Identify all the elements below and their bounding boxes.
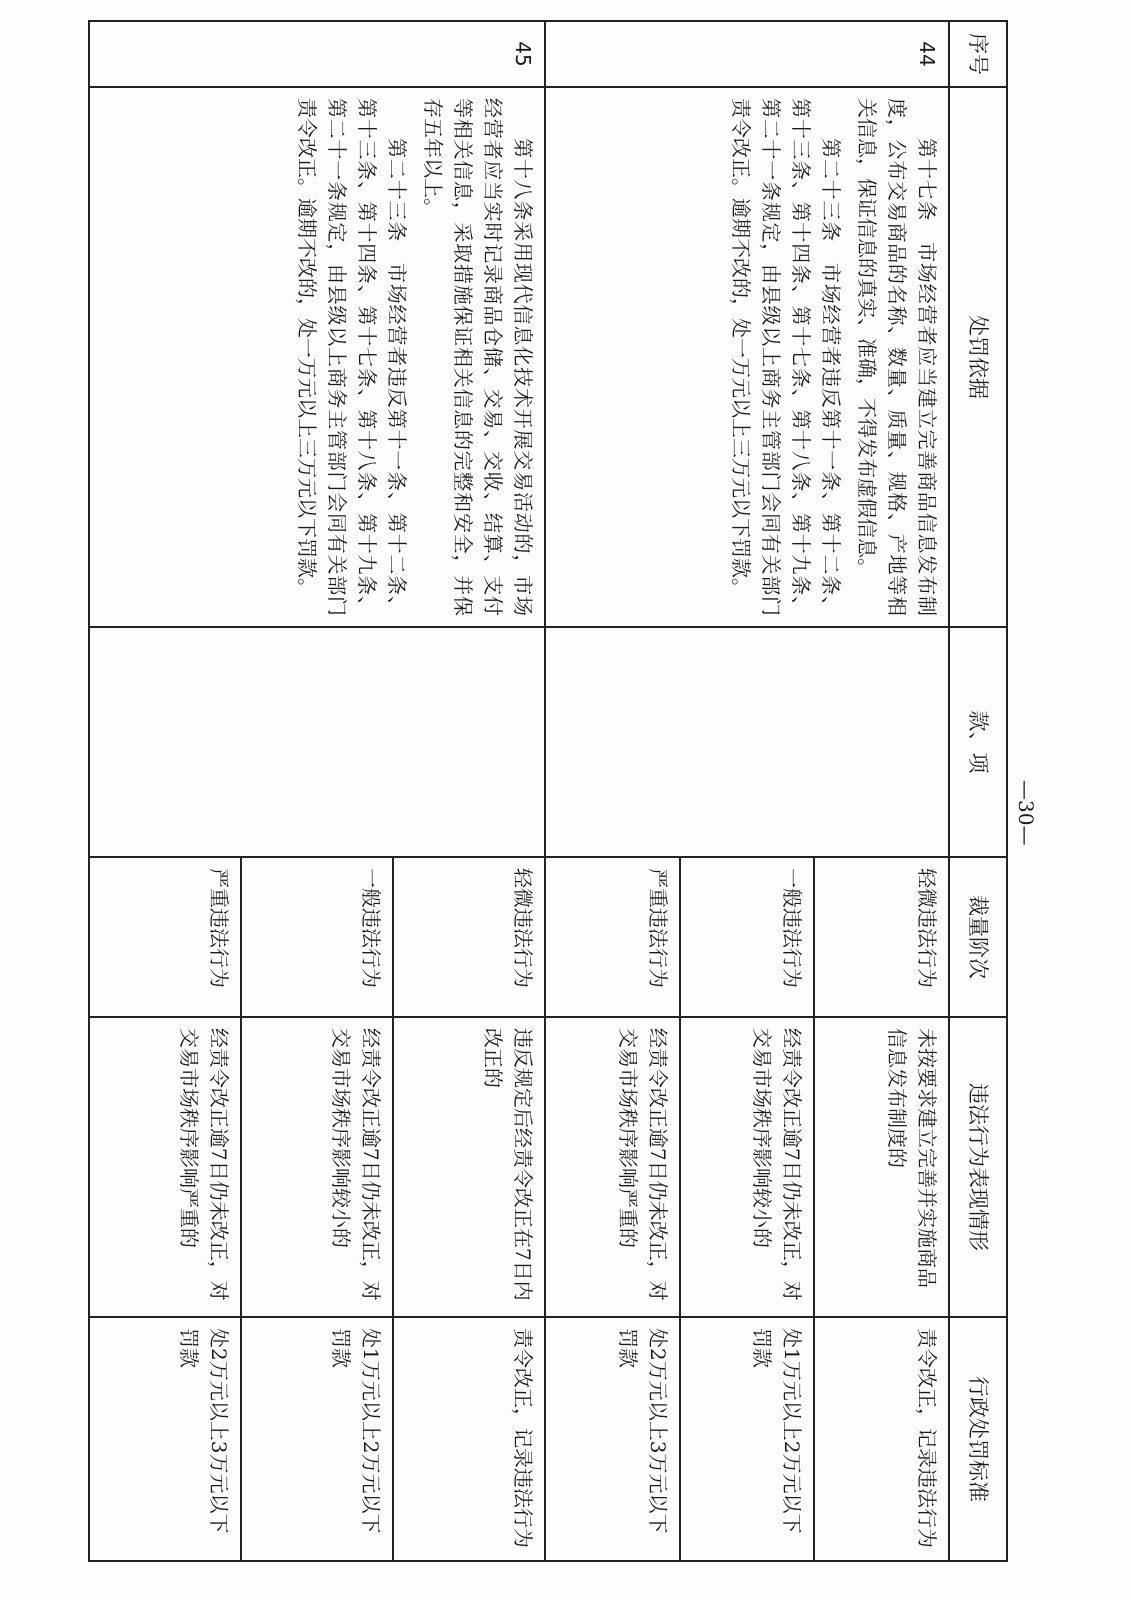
situation-cell: 未按要求建立完善并实施商品信息发布制度的: [814, 1017, 949, 1317]
basis-cell: [89, 87, 545, 627]
basis-paragraph: 第二十三条 市场经营者违反第十一条、第十二条、第十三条、第十四条、第十七条、第十八条、第十九条、第二十一条规定，由县级以上商务主管部门会同有关部门责令改正。逾期不改的，处一万元以上三万元以下罚款。: [729, 98, 843, 616]
standard-cell: 处1万元以上2万元以下罚款: [241, 1317, 393, 1561]
seq-cell: 45: [89, 21, 545, 87]
rotated-table-wrapper: [88, 20, 1008, 1560]
header-situation: 违法行为表现情形: [949, 1017, 1007, 1317]
table-row: [393, 21, 545, 1561]
basis-paragraph: 第十七条 市场经营者应当建立完善商品信息发布制度，公布交易商品的名称、数量、质量、规格、产地等相关信息，保证信息的真实、准确，不得发布虚假信息。: [855, 98, 939, 616]
standard-cell: 责令改正，记录违法行为: [393, 1317, 545, 1561]
standard-cell: 责令改正，记录违法行为: [814, 1317, 949, 1561]
level-cell: 一般违法行为: [680, 857, 815, 1017]
page-number: —30—: [1014, 780, 1038, 846]
situation-cell: 经责令改正逾7日仍未改正，对交易市场秩序影响较小的: [680, 1017, 815, 1317]
basis-paragraph: 第二十三条 市场经营者违反第十一条、第十二条、第十三条、第十四条、第十七条、第十八条、第十九条、第二十一条规定，由县级以上商务主管部门会同有关部门责令改正。逾期不改的，处一万元以上三万元以下罚款。: [294, 98, 409, 616]
header-clause: 款、项: [949, 627, 1007, 857]
header-standard: 行政处罚标准: [949, 1317, 1007, 1561]
table-row: [814, 21, 949, 1561]
situation-cell: 经责令改正逾7日仍未改正，对交易市场秩序影响严重的: [89, 1017, 241, 1317]
situation-cell: 经责令改正逾7日仍未改正，对交易市场秩序影响较小的: [241, 1017, 393, 1317]
header-basis: 处罚依据: [949, 87, 1007, 627]
header-level: 裁量阶次: [949, 857, 1007, 1017]
basis-cell: [545, 87, 949, 627]
situation-cell: 经责令改正逾7日仍未改正，对交易市场秩序影响严重的: [545, 1017, 680, 1317]
clause-cell: [545, 627, 949, 857]
situation-cell: 违反规定后经责令改正在7日内改正的: [393, 1017, 545, 1317]
header-row: [949, 21, 1007, 1561]
penalty-table: [88, 20, 1008, 1562]
level-cell: 轻微违法行为: [814, 857, 949, 1017]
level-cell: 严重违法行为: [89, 857, 241, 1017]
header-seq: 序号: [949, 21, 1007, 87]
standard-cell: 处2万元以上3万元以下罚款: [545, 1317, 680, 1561]
standard-cell: 处2万元以上3万元以下罚款: [89, 1317, 241, 1561]
seq-cell: 44: [545, 21, 949, 87]
standard-cell: 处1万元以上2万元以下罚款: [680, 1317, 815, 1561]
level-cell: 严重违法行为: [545, 857, 680, 1017]
level-cell: 一般违法行为: [241, 857, 393, 1017]
level-cell: 轻微违法行为: [393, 857, 545, 1017]
clause-cell: [89, 627, 545, 857]
basis-paragraph: 第十八条采用现代信息化技术开展交易活动的，市场经营者应当实时记录商品仓储、交易、交收、结算、支付等相关信息，采取措施保证相关信息的完整和安全，并保存五年以上。: [420, 98, 535, 616]
